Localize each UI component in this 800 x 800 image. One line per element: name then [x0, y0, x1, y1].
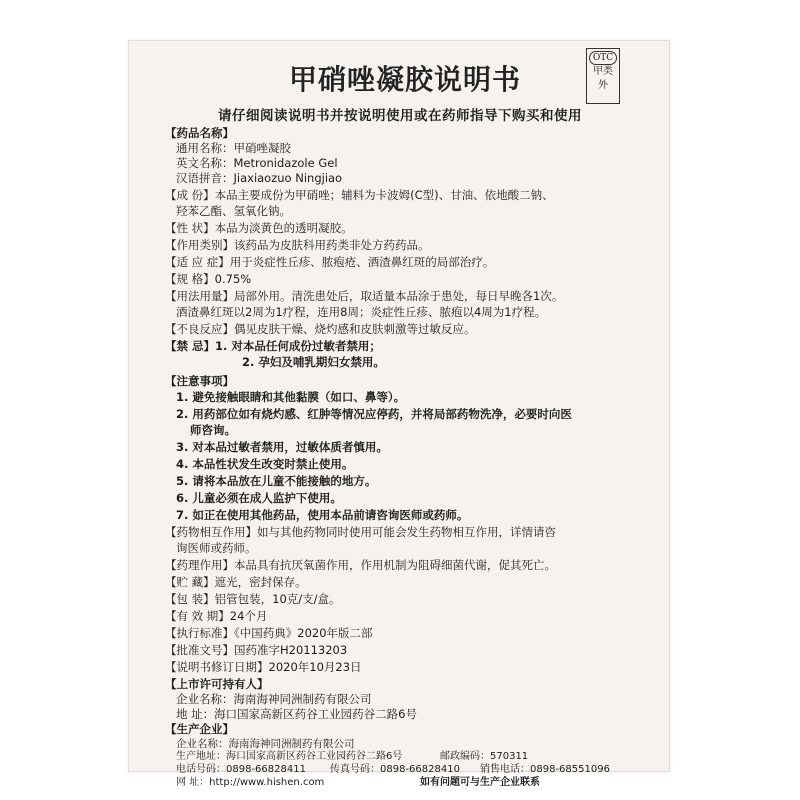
manufacturer-name: 企业名称：海南海神同洲制药有限公司 — [176, 738, 355, 750]
precaution-item: 3. 对本品过敏者禁用，过敏体质者慎用。 — [176, 440, 388, 454]
interaction-line2: 询医师或药师。 — [176, 541, 257, 555]
composition-line2: 羟苯乙酯、氢氧化钠。 — [176, 204, 291, 218]
precaution-item: 师咨询。 — [190, 423, 236, 437]
specification: 【规 格】0.75% — [165, 272, 252, 286]
section-precautions-header: 【注意事项】 — [165, 374, 234, 388]
validity: 【有 效 期】24个月 — [165, 609, 268, 623]
dosage-line2: 酒渣鼻红斑以2周为1疗程，连用8周；炎症性丘疹、脓疱以4周为1疗程。 — [176, 305, 547, 319]
precaution-item: 2. 用药部位如有烧灼感、红肿等情况应停药，并将局部药物洗净，必要时向医 — [176, 407, 572, 421]
precaution-item: 4. 本品性状发生改变时禁止使用。 — [176, 457, 354, 471]
pinyin-name: 汉语拼音：Jiaxiaozuo Ningjiao — [176, 171, 343, 185]
generic-name: 通用名称：甲硝唑凝胶 — [176, 141, 291, 155]
dosage-line1: 【用法用量】局部外用。清洗患处后，取适量本品涂于患处，每日早晚各1次。 — [165, 289, 564, 303]
section-drug-name-header: 【药品名称】 — [165, 126, 234, 140]
precaution-item: 7. 如正在使用其他药品，使用本品前请咨询医师或药师。 — [176, 508, 469, 522]
manufacturer-sales-phone: 销售电话：0898-68551096 — [480, 764, 610, 775]
precaution-item: 5. 请将本品放在儿童不能接触的地方。 — [176, 474, 377, 488]
approval-number: 【批准文号】国药准字H20113203 — [165, 643, 348, 657]
interaction-line1: 【药物相互作用】如与其他药物同时使用可能会发生药物相互作用，详情请咨 — [165, 525, 556, 539]
otc-mark — [586, 48, 620, 104]
storage: 【贮 藏】遮光，密封保存。 — [165, 575, 307, 589]
precaution-item: 6. 儿童必须在成人监护下使用。 — [176, 491, 342, 505]
manufacturer-address: 生产地址：海口国家高新区药谷工业园药谷二路6号 — [176, 751, 403, 762]
pharmacology: 【药理作用】本品具有抗厌氧菌作用，作用机制为阻碍细菌代谢，促其死亡。 — [165, 558, 556, 572]
standard: 【执行标准】《中国药典》2020年版二部 — [165, 626, 373, 640]
english-name: 英文名称：Metronidazole Gel — [176, 156, 338, 170]
adverse-reactions: 【不良反应】偶见皮肤干燥、烧灼感和皮肤刺激等过敏反应。 — [165, 322, 476, 336]
holder-address: 地 址：海口国家高新区药谷工业园药谷二路6号 — [176, 707, 417, 721]
document-subtitle: 请仔细阅读说明书并按说明使用或在药师指导下购买和使用 — [218, 108, 582, 124]
category: 【作用类别】该药品为皮肤科用药类非处方药药品。 — [165, 238, 430, 252]
contraindication-line2: 2. 孕妇及哺乳期妇女禁用。 — [242, 355, 385, 369]
revision-date: 【说明书修订日期】2020年10月23日 — [165, 660, 362, 674]
precaution-item: 1. 避免接触眼睛和其他黏膜（如口、鼻等）。 — [176, 390, 406, 404]
package: 【包 装】铝管包装，10克/支/盒。 — [165, 592, 341, 606]
composition-line1: 【成 份】本品主要成份为甲硝唑；辅料为卡波姆(C型)、甘油、依地酸二钠、 — [165, 188, 554, 202]
otc-class: 甲类 — [593, 66, 613, 77]
document-title: 甲硝唑凝胶说明书 — [288, 63, 521, 96]
section-manufacturer-header: 【生产企业】 — [165, 722, 234, 736]
manufacturer-phone: 电话号码：0898-66828411 — [176, 764, 306, 775]
manufacturer-postcode: 邮政编码：570311 — [440, 751, 529, 762]
otc-badge: OTC — [589, 51, 617, 65]
manufacturer-website: 网 址：http://www.hishen.com — [176, 777, 325, 788]
otc-type: 外 — [598, 80, 608, 91]
section-holder-header: 【上市许可持有人】 — [165, 677, 269, 691]
character: 【性 状】本品为淡黄色的透明凝胶。 — [165, 221, 353, 235]
contraindication-line1: 【禁 忌】1. 对本品任何成份过敏者禁用； — [165, 339, 381, 353]
holder-name: 企业名称：海南海神同洲制药有限公司 — [176, 692, 372, 706]
indication: 【适 应 症】用于炎症性丘疹、脓疱疮、酒渣鼻红斑的局部治疗。 — [165, 255, 495, 269]
footer-contact-note: 如有问题可与生产企业联系 — [420, 777, 540, 788]
manufacturer-fax: 传真号码：0898-66828410 — [330, 764, 460, 775]
